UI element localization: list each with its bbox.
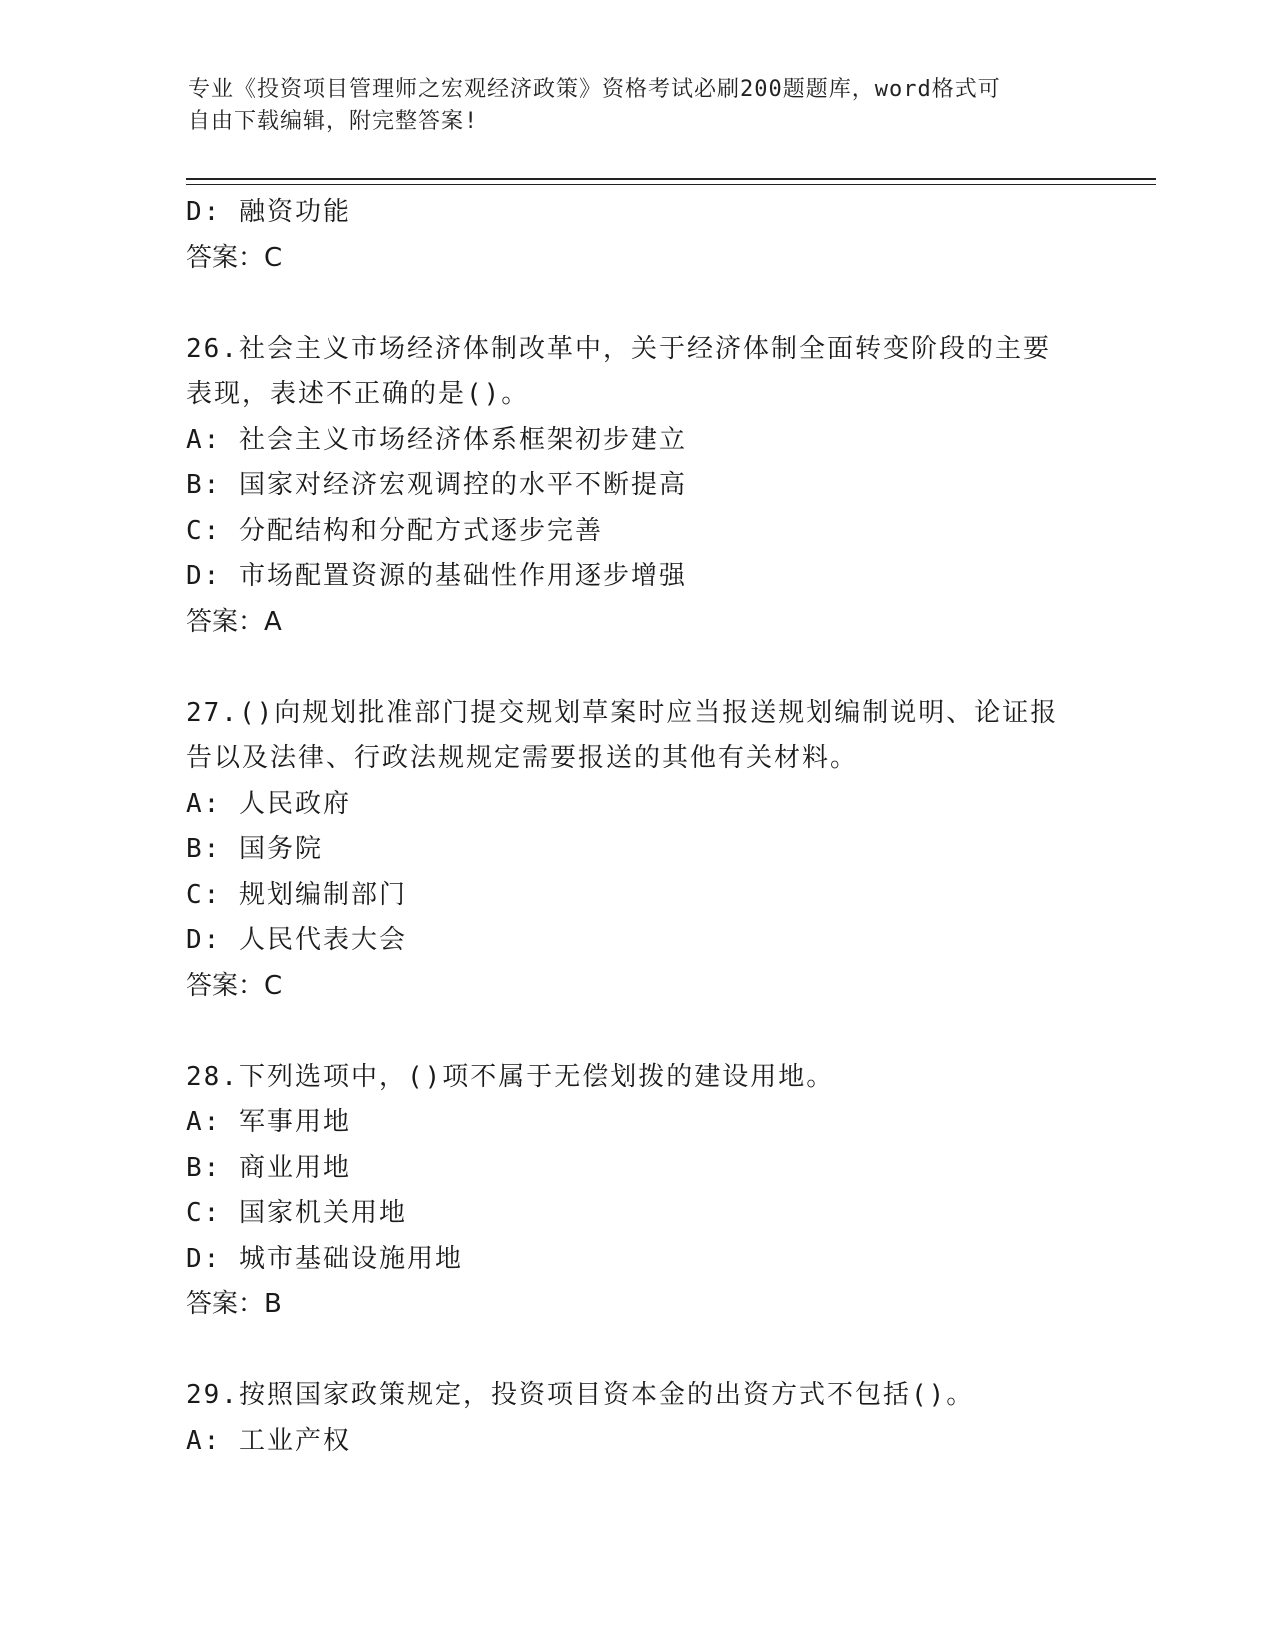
option-d: D: 人民代表大会	[186, 925, 407, 955]
question-28	[186, 1055, 1086, 1328]
option-d: D: 城市基础设施用地	[186, 1243, 463, 1274]
option-a: A: 工业产权	[186, 1425, 351, 1456]
prev-option-d: D: 融资功能	[186, 197, 351, 227]
option-b: B: 商业用地	[186, 1152, 351, 1183]
document-header	[188, 74, 1068, 138]
question-stem: 29.按照国家政策规定，投资项目资本金的出资方式不包括()。	[186, 1380, 975, 1410]
question-stem: 27.()向规划批准部门提交规划草案时应当报送规划编制说明、论证报	[186, 697, 1059, 728]
header-line-1: 专业《投资项目管理师之宏观经济政策》资格考试必刷200题题库，word格式可	[188, 77, 1001, 102]
answer: 答案：C	[186, 970, 283, 1001]
spacer	[186, 281, 1086, 327]
answer: 答案：B	[186, 1289, 282, 1319]
option-c: C: 分配结构和分配方式逐步完善	[186, 515, 603, 546]
option-b: B: 国务院	[186, 834, 323, 864]
option-a: A: 社会主义市场经济体系框架初步建立	[186, 424, 687, 455]
header-line-2: 自由下载编辑，附完整答案!	[188, 109, 479, 134]
option-d: D: 市场配置资源的基础性作用逐步增强	[186, 561, 687, 591]
question-stem: 28.下列选项中，()项不属于无偿划拨的建设用地。	[186, 1061, 835, 1092]
question-list	[186, 190, 1086, 1464]
prev-answer: 答案：C	[186, 242, 283, 273]
question-stem: 26.社会主义市场经济体制改革中，关于经济体制全面转变阶段的主要	[186, 333, 1051, 364]
spacer	[186, 1328, 1086, 1374]
option-a: A: 人民政府	[186, 788, 351, 819]
answer: 答案：A	[186, 606, 282, 637]
question-26	[186, 327, 1086, 646]
header-rule-thick	[186, 178, 1156, 180]
spacer	[186, 1009, 1086, 1055]
option-c: C: 规划编制部门	[186, 879, 407, 910]
question-stem: 表现，表述不正确的是()。	[186, 379, 530, 409]
header-rule-thin	[186, 184, 1156, 185]
question-29	[186, 1373, 1086, 1464]
option-b: B: 国家对经济宏观调控的水平不断提高	[186, 470, 687, 500]
question-stem: 告以及法律、行政法规规定需要报送的其他有关材料。	[186, 743, 859, 773]
question-27	[186, 691, 1086, 1010]
spacer	[186, 645, 1086, 691]
option-c: C: 国家机关用地	[186, 1198, 407, 1228]
option-a: A: 军事用地	[186, 1107, 351, 1137]
